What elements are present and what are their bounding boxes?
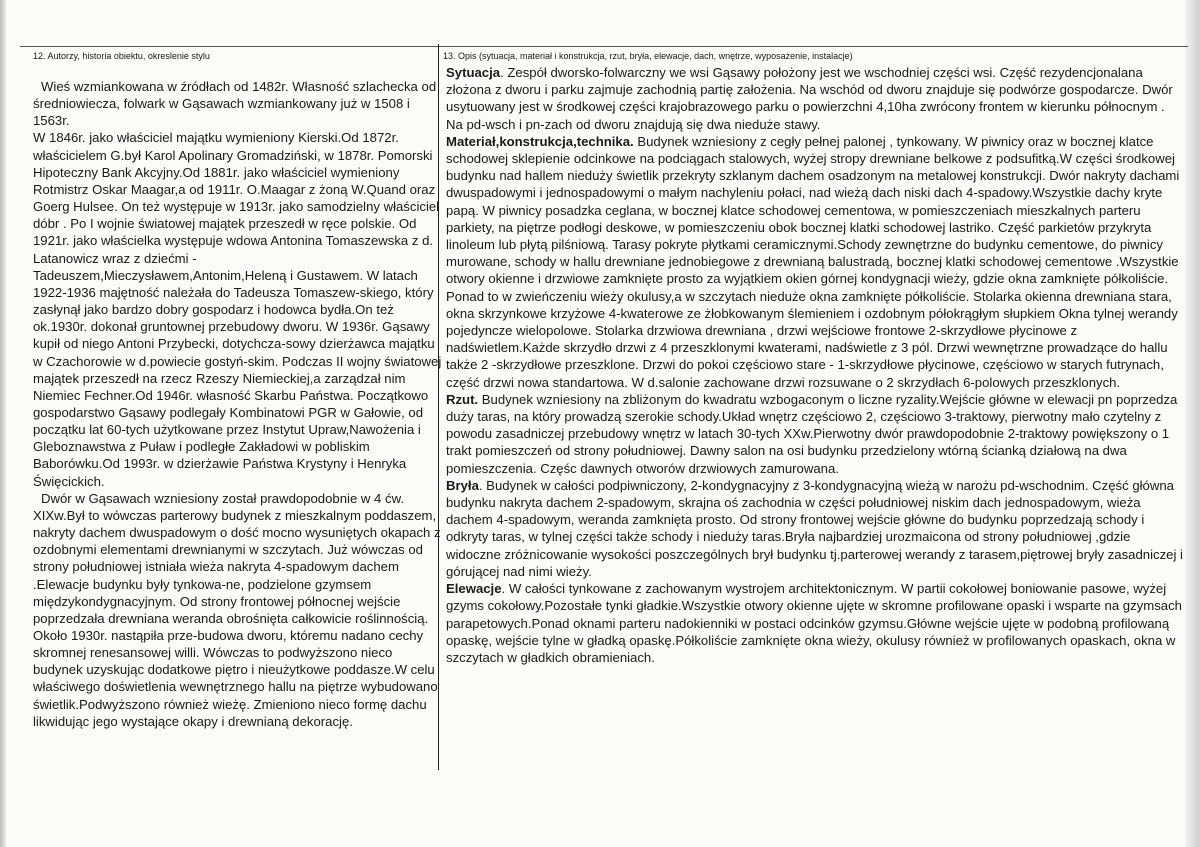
scan-edge-right [1185,0,1199,847]
history-paragraph-3: Dwór w Gąsawach wzniesiony został prawdopodobnie w 4 ćw. XIXw.Był to wówczas parterowy budynek z mieszkalnym poddaszem, nakryty dachem dwuspadowym o dość mocno wysuniętych okapach z ozdobnymi elementami drewnianymi w szczytach. Już wówczas od strony południowej istniała wieża nakryta 4-spadowym dachem .Elewacje budynku były tynkowa-ne, podzielone gzymsem międzykondygnacyjnym. Od strony frontowej północnej wejście poprzedzała drewniana weranda obrośnięta całkowicie roślinnością. Około 1930r. nastąpiła prze-budowa dworu, któremu nadano cechy skromnej renesansowej willi. Wówczas to podwyższono nieco budynek uzyskując dodatkowe piętro i nieużytkowe poddasze.W celu właściwego doświetlenia wewnętrznego hallu na piętrze wybudowano świetlik.Podwyższono również wieżę. Zmieniono nieco formę dachu likwidując jego wystające okapy i drewnianą dekorację. [33,490,441,729]
description-column [446,64,1184,666]
history-column [33,78,443,730]
section-material [446,133,1184,391]
top-rule [20,46,1188,47]
scan-edge-left [0,0,6,847]
elewacje-title: Elewacje [446,581,502,597]
bryla-text: . Budynek w całości podpiwniczony, 2-kondygnacyjny z 3-kondygnacyjną wieżą w narożu pd-wschodnim. Część główna budynku nakryta dachem 2-spadowym, skrajna oś zachodnia w części południowej niskim dach jednospadowym, wieża dachem 4-spadowym, weranda zamknięta prosto. Od strony frontowej wejście główne do budynku poprzedzają schody i odkryty taras, w tylnej części także schody i nieduży taras.Bryła najbardziej urozmaicona od strony południowej ,gdzie widoczne zróżnicowanie wysokości poszczególnych brył budynku tj.parterowej werandy z tarasem,piętrowej bryły zasadniczej i górującej nad nimi wieży. [446,477,1183,579]
rzut-text: Budynek wzniesiony na zbliżonym do kwadratu wzbogaconym o liczne ryzality.Wejście główne w elewacji pn poprzedza duży taras, na który prowadzą szerokie schody.Układ wnętrz częściowo 2, częściowo 3-traktowy, pierwotny mało czytelny z powodu zasadniczej przebudowy wnętrz w latach 30-tych XXw.Pierwotny dwór prawdopodobnie 2-traktowy powiększony o 1 trakt pomieszczeń od strony południowej. Dawny salon na osi budynku przedzielony wtórną ścianką działową na dwa pomieszczenia. Częśc dawnych otworów drzwiowych zamurowana. [446,391,1178,476]
section-13-heading: 13. Opis (sytuacja, materiał i konstrukcja, rzut, bryła, elewacje, dach, wnętrze, wyposażenie, instalacje) [443,51,853,61]
section-12-heading: 12. Autorzy, historia obiektu, okreslenie stylu [33,51,210,61]
history-paragraph-1: Wieś wzmiankowana w źródłach od 1482r. Własność szlachecka od średniowiecza, folwark w Gąsawach wzmiankowany już w 1508 i 1563r. [33,79,437,129]
elewacje-text: . W całości tynkowane z zachowanym wystrojem architektonicznym. W partii cokołowej boniowanie pasowe, wyżej gzyms cokołowy.Pozostałe tynki gładkie.Wszystkie otwory okienne ujęte w skromne profilowane opaski i wsparte na gzymsach parapetowych.Ponad oknami parteru nadokienniki w postaci odcinków gzymsu.Główne wejście ujęte w podobną profilowaną opaskę, wejście tylne w gładką opaskę.Półkoliście zamknięte okna wieży, okulusy również w profilowanych opaskach, okna w szczytach w gładkich obramieniach. [446,581,1182,665]
section-elewacje [446,580,1184,666]
section-rzut [446,391,1184,477]
history-paragraph-2: W 1846r. jako właściciel majątku wymieniony Kierski.Od 1872r. właścicielem G.był Karol Apolinary Gromadziński, w 1878r. Pomorski Hipoteczny Bank Akcyjny.Od 1881r. jako właściciel wymieniony Rotmistrz Oskar Maagar,a od 1911r. O.Maagar z żoną W.Quand oraz Goerg Hulsee. On też występuje w 1913r. jako samodzielny właściciel dóbr . Po I wojnie światowej majątek przeszedł w ręce polskie. Od 1921r. jako właścielka występuje wdowa Antonina Tomaszewska z d. Latanowicz wraz z dziećmi - Tadeuszem,Mieczysławem,Antonim,Heleną i Gustawem. W latach 1922-1936 majętność należała do Tadeusza Tomaszew-skiego, który zasłynął jako bardzo dobry gospodarz i hodowca bydła.On też ok.1930r. dokonał gruntownej przebudowy dworu. W 1936r. Gąsawy kupił od niego Antoni Przybecki, dotychcza-sowy dzierżawca majątku w Czachorowie w d.powiecie gostyń-skim. Podczas II wojny światowej majątek przeszedł na rzecz Rzeszy Niemieckiej,a zarządzał nim Niemiec Fechner.Od 1946r. własność Skarbu Państwa. Początkowo gospodarstwo Gąsawy podlegały Kombinatowi PGR w Gałowie, od początku lat 60-tych użytkowane przez Instytut Upraw,Nawożenia i Gleboznawstwa z Puław i podległe Zakładowi w pobliskim Baborówku.Od 1993r. w dzierżawie Państwa Krystyny i Henryka Święcickich. [33,130,442,489]
section-bryla [446,477,1184,580]
material-text: Budynek wzniesiony z cegły pełnej palonej , tynkowany. W piwnicy oraz w bocznej klatce schodowej sklepienie odcinkowe na podciągach stalowych, wyżej stropy drewniane belkowe z podsufitką.W części środkowej budynku nad hallem nieduży świetlik przekryty szklanym dachem osadzonym na metalowej konstrukcji. Dwór nakryty dachami dwuspadowymi i jednospadowymi o małym nachyleniu połaci, nad wieżą dach niski dach 4-spadowy.Wszystkie dachy kryte papą. W piwnicy posadzka ceglana, w bocznej klatce schodowej cementowa, w pomieszczeniach mieszkalnych parteru parkiety, na piętrze podłogi deskowe, w pomieszczeniu obok bocznej klatki schodowej lastriko. Część parkietów przykryta linoleum lub płytą pilśniową. Tarasy pokryte płytkami ceramicznymi.Schody zewnętrzne do budynku cementowe, do piwnicy murowane, schody w hallu drewniane jednobiegowe z drewnianą balustradą, bocznej klatki schodowej cementowe .Wszystkie otwory okienne i drzwiowe zamknięte prosto za wyjątkiem okien górnej kondygnacji wieży, gdzie okna zamknięte półkoliście. Ponad to w zwieńczeniu wieży okulusy,a w szczytach nieduże okna zamknięte półkoliście. Stolarka okienna drewniana stara, okna skrzynkowe krzyżowe 4-kwaterowe ze żłobkowanym ślemieniem i ozdobnym półokrągłym słupkiem Okna tylnej werandy pojedyncze wielopolowe. Stolarka drzwiowa drewniana , drzwi wejściowe frontowe 2-skrzydłowe płycinowe z nadświetlem.Każde skrzydło drzwi z 4 przeszklonymi kwaterami, nadświetle z 3 pól. Drzwi wewnętrzne prowadzące do hallu także 2 -skrzydłowe przeszklone. Drzwi do pokoi częściowo stare - 1-skrzydłowe płycinowe, częściowo w starych futrynach, część drzwi nowa standartowa. W d.salonie zachowane drzwi rozsuwane o 2 skrzydłach 6-polowych przeszklonych. [446,133,1180,390]
material-title: Materiał,konstrukcja,technika. [446,133,634,149]
sytuacja-text: . Zespół dworsko-folwarczny we wsi Gąsawy położony jest we wschodniej części wsi. Część rezydencjonalana złożona z dworu i parku zajmuje zachodnią partię założenia. Na wschód od dworu znajduje się podwórze gospodarcze. Dwór usytuowany jest w środkowej części krajobrazowego parku o powierzchni 4,10ha zwrócony frontem w kierunku północnym . Na pd-wsch i pn-zach od dworu znajdują się dwa nieduże stawy. [446,65,1173,132]
rzut-title: Rzut. [446,391,479,407]
section-sytuacja [446,64,1184,133]
bryla-title: Bryła [446,477,479,493]
sytuacja-title: Sytuacja [446,65,501,80]
